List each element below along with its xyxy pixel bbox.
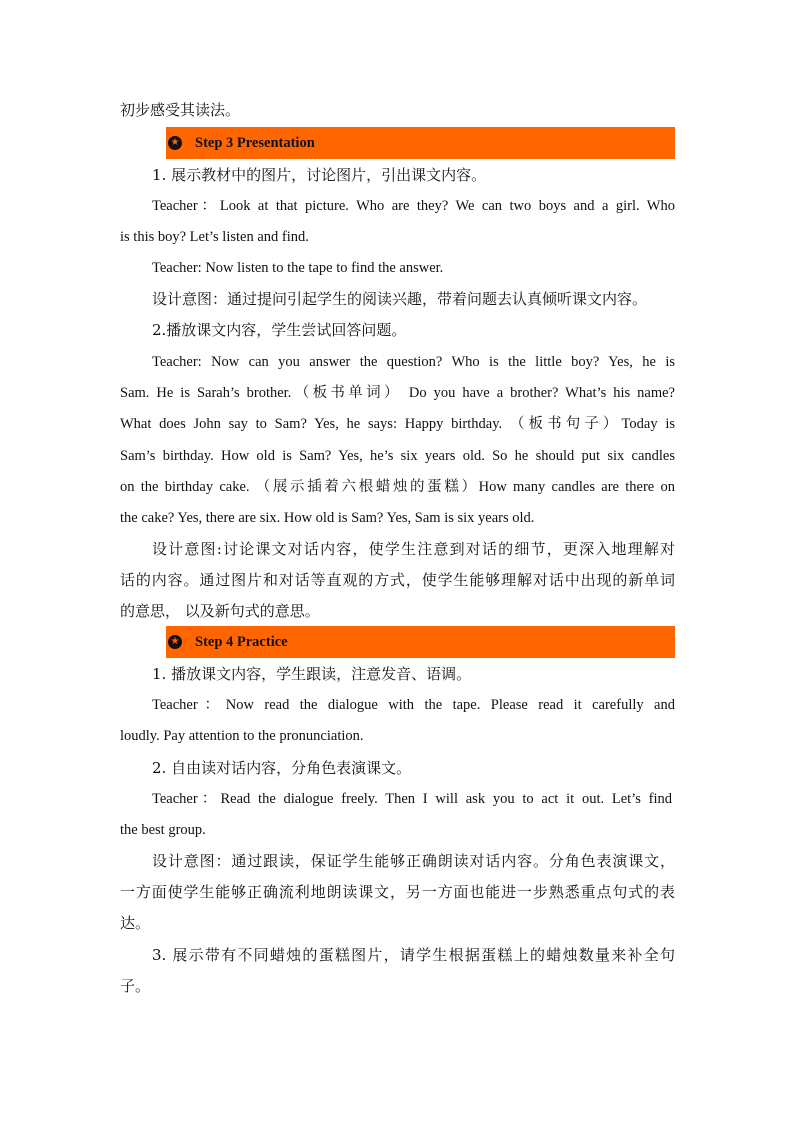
design-intent-line: 的意思， 以及新句式的意思。	[120, 602, 320, 620]
paragraph-line: 1. 展示教材中的图片，讨论图片，引出课文内容。	[152, 166, 487, 184]
paragraph-line: is this boy? Let’s listen and find.	[120, 229, 309, 245]
paragraph-line: 子。	[120, 977, 151, 995]
paragraph-line: What does John say to Sam? Yes, he says: Happy birthday. （板书句子）Today is	[120, 416, 675, 432]
paragraph-line: loudly. Pay attention to the pronunciation.	[120, 728, 364, 744]
paragraph-line: on the birthday cake. （展示插着六根蜡烛的蛋糕）How many candles are there on	[120, 479, 675, 495]
star-circle-icon: ★	[168, 136, 182, 150]
paragraph-line: 2.播放课文内容，学生尝试回答问题。	[152, 321, 407, 339]
paragraph-line: the cake? Yes, there are six. How old is Sam? Yes, Sam is six years old.	[120, 510, 535, 526]
paragraph-line: Sam’s birthday. How old is Sam? Yes, he’s six years old. So he should put six candles	[120, 448, 675, 464]
paragraph-line: 2. 自由读对话内容，分角色表演课文。	[152, 759, 412, 777]
design-intent-line: 一方面使学生能够正确流利地朗读课文，另一方面也能进一步熟悉重点句式的表	[120, 883, 675, 901]
paragraph-line: Teacher：Look at that picture. Who are they? We can two boys and a girl. Who	[152, 198, 675, 214]
design-intent-line: 设计意图:讨论课文对话内容，使学生注意到对话的细节，更深入地理解对	[152, 540, 675, 558]
paragraph-line: Sam. He is Sarah’s brother.（板书单词） Do you have a brother? What’s his name?	[120, 385, 675, 401]
step-3-title: Step 3 Presentation	[195, 135, 315, 151]
paragraph-line: Teacher：Now read the dialogue with the tape. Please read it carefully and	[152, 697, 675, 713]
paragraph-line: 初步感受其读法。	[120, 101, 241, 119]
design-intent-line: 话的内容。通过图片和对话等直观的方式，使学生能够理解对话中出现的新单词	[120, 571, 675, 589]
step-4-title: Step 4 Practice	[195, 634, 288, 650]
paragraph-line: the best group.	[120, 822, 206, 838]
star-circle-icon: ★	[168, 635, 182, 649]
design-intent-line: 达。	[120, 914, 151, 932]
step-3-heading	[166, 127, 675, 159]
design-intent-line: 设计意图：通过跟读，保证学生能够正确朗读对话内容。分角色表演课文，	[152, 852, 675, 870]
design-intent-line: 设计意图：通过提问引起学生的阅读兴趣，带着问题去认真倾听课文内容。	[152, 290, 648, 308]
paragraph-line: Teacher: Now listen to the tape to find the answer.	[152, 260, 444, 276]
paragraph-line: Teacher：Read the dialogue freely. Then I will ask you to act it out. Let’s find	[152, 791, 672, 807]
paragraph-line: Teacher: Now can you answer the question? Who is the little boy? Yes, he is	[152, 354, 675, 370]
step-4-heading	[166, 626, 675, 658]
paragraph-line: 3. 展示带有不同蜡烛的蛋糕图片，请学生根据蛋糕上的蜡烛数量来补全句	[152, 946, 675, 964]
paragraph-line: 1. 播放课文内容，学生跟读，注意发音、语调。	[152, 665, 472, 683]
